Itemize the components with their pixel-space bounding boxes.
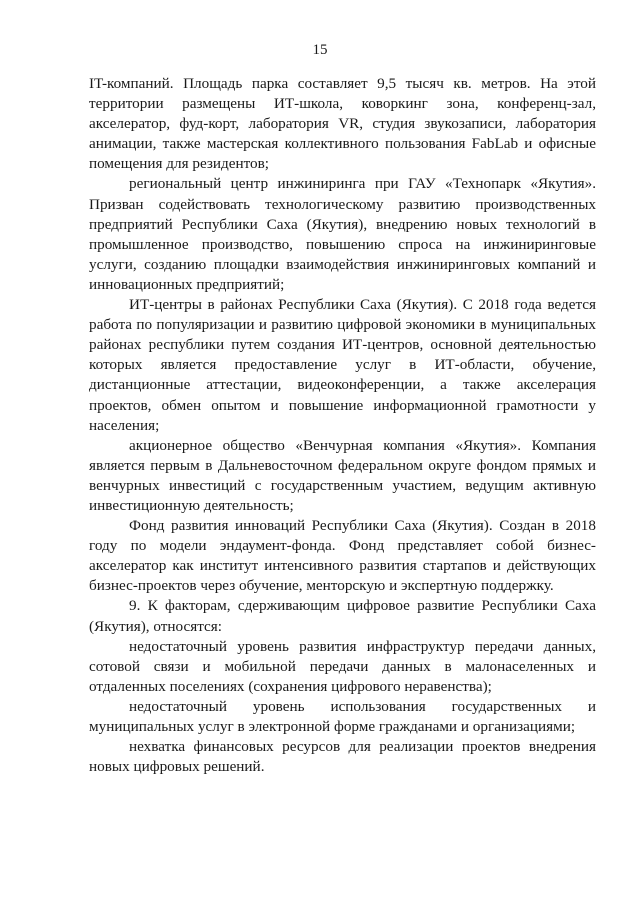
paragraph-e-services: недостаточный уровень использования государственных и муниципальных услуг в электронной форме гражданами и организациями;: [89, 697, 596, 735]
paragraph-it-park-continuation: IT-компаний. Площадь парка составляет 9,5 тысяч кв. метров. На этой территории размещены ИТ-школа, коворкинг зона, конференц-зал, акселератор, фуд-корт, лаборатория VR, студия звукозаписи, лаборатория анимации, также мастерская коллективного пользования FabLab и офисные помещения для резидентов;: [89, 75, 596, 173]
paragraph-it-centers: ИТ-центры в районах Республики Саха (Якутия). С 2018 года ведется работа по популяризации и развитию цифровой экономики в муниципальных районах республики путем создания ИТ-центров, основной деятельностью которых является предоставление услуг в ИТ-области, обучение, дистанционные аттестации, видеоконференции, а также акселерация проектов, обмен опытом и повышение информационной грамотности у населения;: [89, 296, 596, 434]
document-body: [89, 74, 596, 777]
paragraph-infrastructure: недостаточный уровень развития инфраструктур передачи данных, сотовой связи и мобильной передачи данных в малонаселенных и отдаленных поселениях (сохранения цифрового неравенства);: [89, 637, 596, 695]
paragraph-financial-resources: нехватка финансовых ресурсов для реализации проектов внедрения новых цифровых решений.: [89, 738, 596, 776]
paragraph-engineering-center: региональный центр инжиниринга при ГАУ «Технопарк «Якутия». Призван содействовать технологическому развитию производственных предприятий Республики Саха (Якутия), внедрению новых технологий в промышленное производство, повышению спроса на инжиниринговые услуги, созданию площадки взаимодействия инжиниринговых компаний и инновационных предприятий;: [89, 175, 596, 293]
paragraph-constraining-factors: 9. К факторам, сдерживающим цифровое развитие Республики Саха (Якутия), относятся:: [89, 597, 596, 635]
paragraph-venture-company: акционерное общество «Венчурная компания «Якутия». Компания является первым в Дальневосточном федеральном округе фондом прямых и венчурных инвестиций с государственным участием, ведущим активную инвестиционную деятельность;: [89, 436, 596, 514]
page-number: 15: [312, 42, 328, 58]
paragraph-innovation-fund: Фонд развития инноваций Республики Саха (Якутия). Создан в 2018 году по модели эндаумент-фонда. Фонд представляет собой бизнес-акселератор как институт интенсивного развития стартапов и действующих бизнес-проектов через обучение, менторскую и экспертную поддержку.: [89, 517, 596, 595]
